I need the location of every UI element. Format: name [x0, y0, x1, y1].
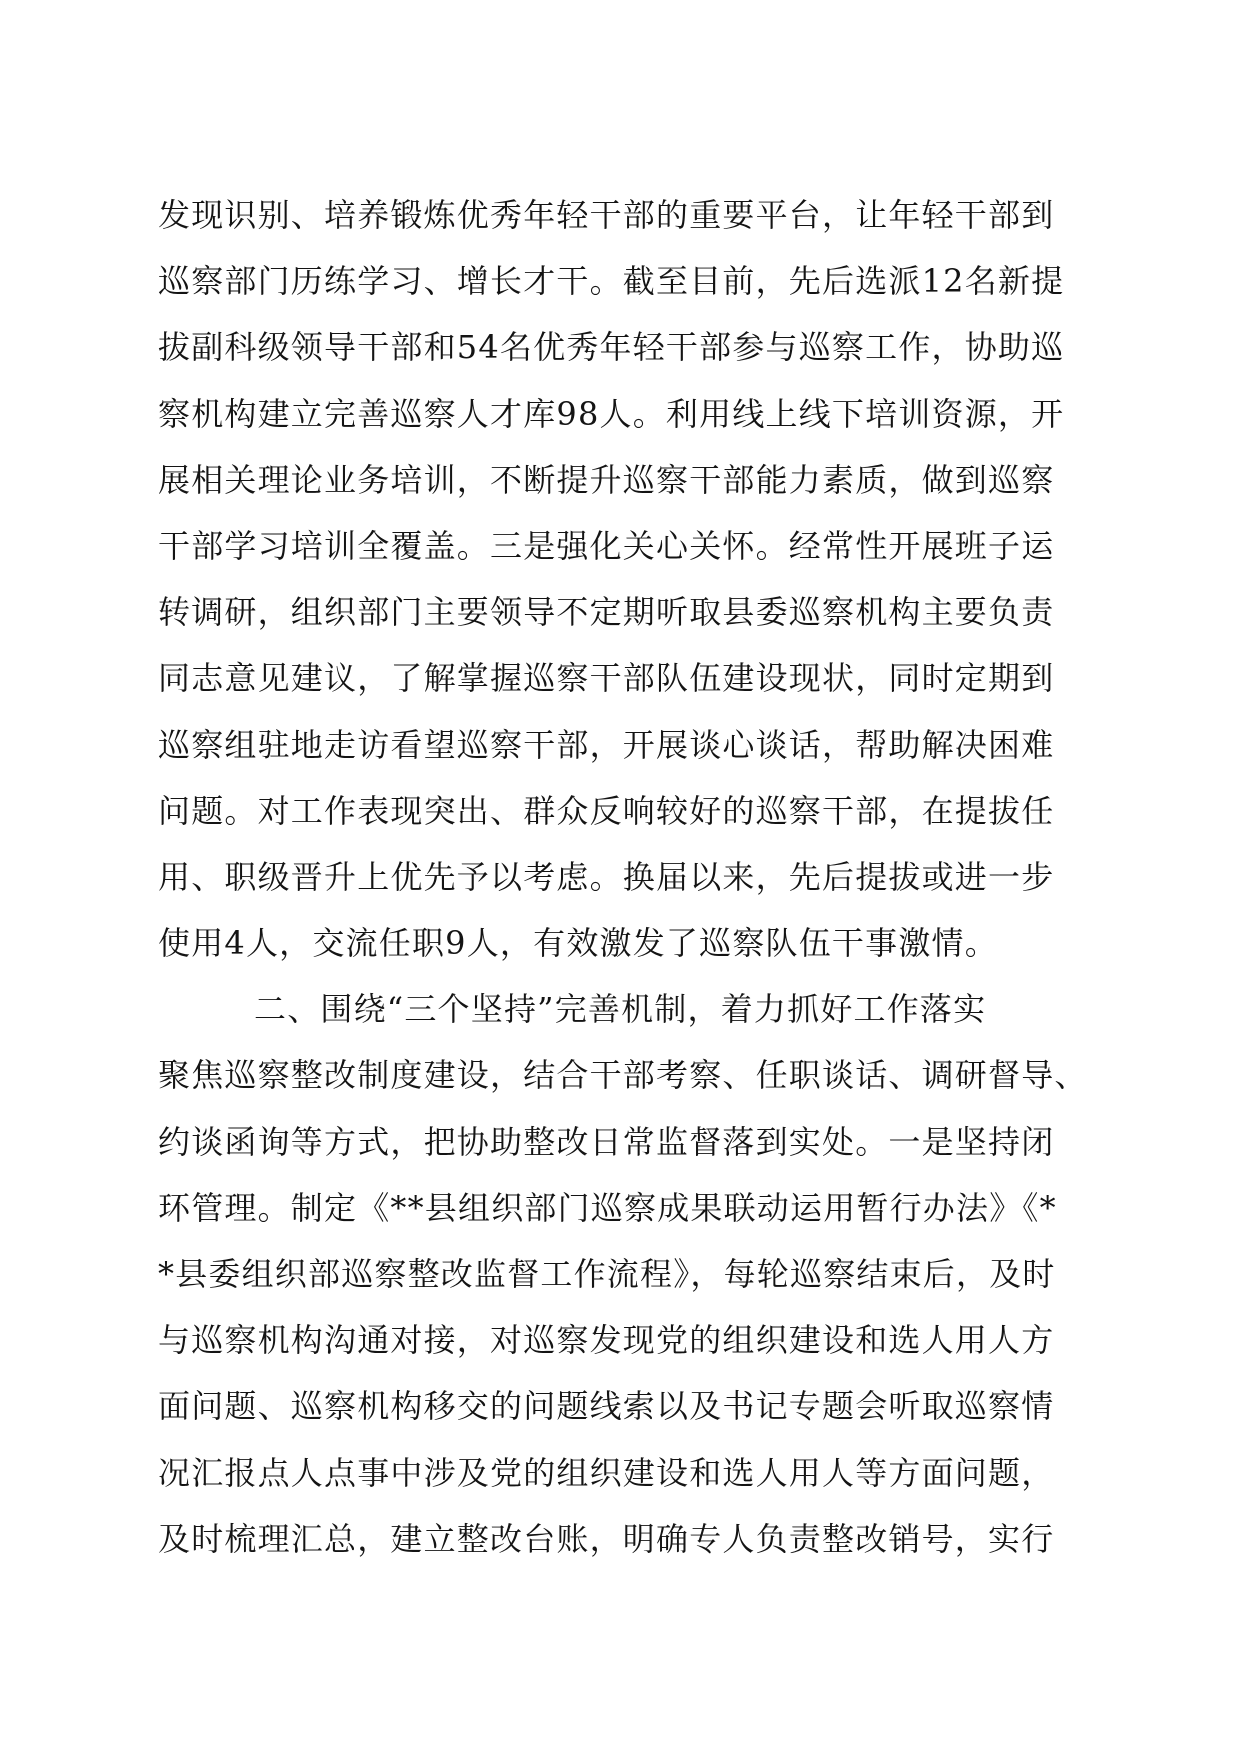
- text-line: 转调研，组织部门主要领导不定期听取县委巡察机构主要负责: [158, 593, 1055, 632]
- text-line: *县委组织部巡察整改监督工作流程》，每轮巡察结束后，及时: [158, 1255, 1056, 1293]
- text-line: 及时梳理汇总，建立整改台账，明确专人负责整改销号，实行: [158, 1519, 1055, 1558]
- text-line: 环管理。制定《**县组织部门巡察成果联动运用暂行办法》《*: [158, 1188, 1057, 1227]
- text-line: 约谈函询等方式，把协助整改日常监督落到实处。一是坚持闭: [158, 1122, 1055, 1161]
- text-line: 使用4人，交流任职9人，有效激发了巡察队伍干事激情。: [158, 924, 998, 963]
- text-line: 察机构建立完善巡察人才库98人。利用线上线下培训资源，开: [158, 394, 1065, 433]
- text-line: 与巡察机构沟通对接，对巡察发现党的组织建设和选人用人方: [158, 1321, 1055, 1360]
- text-line: 问题。对工作表现突出、群众反响较好的巡察干部，在提拔任: [158, 791, 1055, 830]
- text-line: 况汇报点人点事中涉及党的组织建设和选人用人等方面问题，: [158, 1453, 1055, 1492]
- text-line: 展相关理论业务培训，不断提升巡察干部能力素质，做到巡察: [158, 460, 1055, 499]
- text-line: 巡察部门历练学习、增长才干。截至目前，先后选派12名新提: [158, 262, 1065, 301]
- text-line: 巡察组驻地走访看望巡察干部，开展谈心谈话，帮助解决困难: [158, 725, 1055, 764]
- text-line: 发现识别、培养锻炼优秀年轻干部的重要平台，让年轻干部到: [158, 196, 1055, 234]
- text-line: 拔副科级领导干部和54名优秀年轻干部参与巡察工作，协助巡: [158, 328, 1065, 367]
- text-line: 面问题、巡察机构移交的问题线索以及书记专题会听取巡察情: [158, 1387, 1055, 1426]
- text-line: 同志意见建议，了解掌握巡察干部队伍建设现状，同时定期到: [158, 659, 1055, 698]
- text-line: 聚焦巡察整改制度建设，结合干部考察、任职谈话、调研督导、: [158, 1056, 1088, 1095]
- text-line: 用、职级晋升上优先予以考虑。换届以来，先后提拔或进一步: [158, 857, 1055, 896]
- text-line: 干部学习培训全覆盖。三是强化关心关怀。经常性开展班子运: [158, 526, 1055, 565]
- section-heading: 二、围绕“三个坚持”完善机制，着力抓好工作落实: [254, 990, 987, 1029]
- body-text: [158, 182, 1098, 1572]
